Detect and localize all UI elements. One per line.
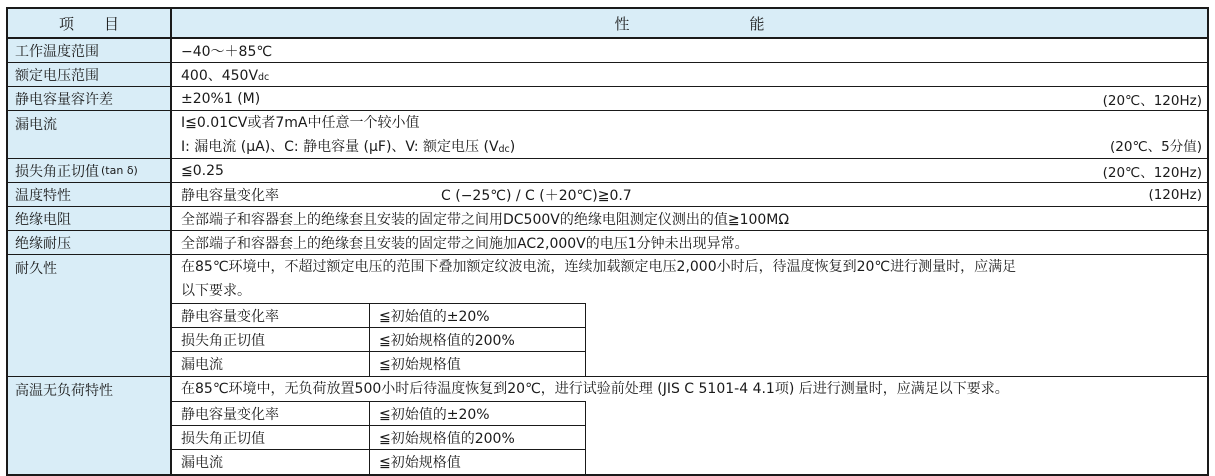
row-operating-temp bbox=[8, 39, 1207, 63]
row-value-cell bbox=[172, 159, 1207, 182]
row-value-cell bbox=[172, 255, 1207, 376]
row-value-cell bbox=[172, 377, 1207, 474]
row-label: 耐久性 bbox=[8, 255, 172, 376]
criteria-item: 损失角正切值 bbox=[172, 328, 370, 351]
row-value-cell bbox=[172, 183, 1207, 206]
row-label-suffix: (tan δ) bbox=[101, 164, 138, 177]
row-value: ≦0.25 bbox=[181, 162, 224, 179]
row-value-cell bbox=[172, 63, 1207, 86]
criteria-value: ≦初始值的±20% bbox=[370, 402, 586, 425]
measurement-condition: (20℃、120Hz) bbox=[1102, 164, 1202, 181]
criteria-item: 漏电流 bbox=[172, 450, 370, 474]
voltage-subscript: dc bbox=[258, 72, 270, 83]
row-value: −40〜＋85℃ bbox=[181, 43, 273, 60]
criteria-value: ≦初始规格值 bbox=[370, 450, 586, 474]
row-cap-tolerance bbox=[8, 87, 1207, 111]
criteria-item: 损失角正切值 bbox=[172, 426, 370, 449]
criteria-row bbox=[172, 402, 586, 426]
row-label-text: 损失角正切值 bbox=[15, 163, 99, 180]
table-header-row bbox=[8, 9, 1207, 39]
criteria-row bbox=[172, 450, 586, 474]
row-value-close: ) bbox=[509, 139, 516, 155]
row-label: 工作温度范围 bbox=[8, 39, 172, 62]
row-value: I: 漏电流 (μA)、C: 静电容量 (μF)、V: 额定电压 (V bbox=[181, 139, 499, 155]
measurement-condition: (20℃、5分值) bbox=[1110, 139, 1202, 155]
row-rated-voltage bbox=[8, 63, 1207, 87]
row-endurance bbox=[8, 255, 1207, 377]
row-label: 漏电流 bbox=[8, 111, 172, 158]
criteria-item: 静电容量变化率 bbox=[172, 402, 370, 425]
row-label: 静电容量容许差 bbox=[8, 87, 172, 110]
column-header-performance bbox=[172, 9, 1207, 37]
spec-table bbox=[6, 7, 1209, 476]
row-value: 400、450V bbox=[181, 67, 259, 84]
row-insulation-resistance bbox=[8, 207, 1207, 231]
temp-change-rate-label: 静电容量变化率 bbox=[181, 187, 279, 204]
row-tan-delta bbox=[8, 159, 1207, 183]
row-leakage-current bbox=[8, 111, 1207, 159]
endurance-criteria-table bbox=[172, 303, 586, 376]
row-withstand-voltage bbox=[8, 231, 1207, 255]
row-label: 额定电压范围 bbox=[8, 63, 172, 86]
criteria-row bbox=[172, 426, 586, 450]
row-value-cell bbox=[172, 231, 1207, 254]
criteria-item: 静电容量变化率 bbox=[172, 304, 370, 327]
voltage-subscript: dc bbox=[498, 144, 510, 155]
row-value-cell bbox=[172, 207, 1207, 230]
criteria-value: ≦初始规格值的200% bbox=[370, 328, 586, 351]
row-label: 绝缘电阻 bbox=[8, 207, 172, 230]
measurement-condition: (120Hz) bbox=[1148, 186, 1202, 203]
description-text: 以下要求。 bbox=[181, 283, 251, 299]
row-high-temp-no-load bbox=[8, 377, 1207, 474]
row-label: 高温无负荷特性 bbox=[8, 377, 172, 474]
measurement-condition: (20℃、120Hz) bbox=[1102, 92, 1202, 109]
row-value: I≦0.01CV或者7mA中任意一个较小值 bbox=[181, 115, 420, 131]
high-temp-description-line bbox=[172, 377, 1207, 401]
criteria-value: ≦初始规格值 bbox=[370, 352, 586, 376]
description-text: 在85℃环境中，无负荷放置500小时后待温度恢复到20℃，进行试验前处理 (JIS C 5101-4 4.1项) 后进行测量时，应满足以下要求。 bbox=[181, 381, 1009, 397]
leakage-formula-line bbox=[172, 111, 1207, 135]
row-value-cell bbox=[172, 111, 1207, 158]
criteria-value: ≦初始值的±20% bbox=[370, 304, 586, 327]
row-value-cell bbox=[172, 87, 1207, 110]
row-label: 温度特性 bbox=[8, 183, 172, 206]
row-value: 全部端子和容器套上的绝缘套且安装的固定带之间用DC500V的绝缘电阻测定仪测出的值≧100MΩ bbox=[181, 211, 790, 228]
criteria-row bbox=[172, 328, 586, 352]
row-value: 全部端子和容器套上的绝缘套且安装的固定带之间施加AC2,000V的电压1分钟未出现异常。 bbox=[181, 235, 749, 252]
criteria-item: 漏电流 bbox=[172, 352, 370, 376]
criteria-row bbox=[172, 352, 586, 376]
row-value-cell bbox=[172, 39, 1207, 62]
high-temp-criteria-table bbox=[172, 401, 586, 474]
endurance-description-line2 bbox=[172, 279, 1207, 303]
leakage-legend-line bbox=[172, 135, 1207, 159]
column-header-performance-label: 性 能 bbox=[614, 14, 765, 33]
endurance-description-line1 bbox=[172, 255, 1207, 279]
criteria-value: ≦初始规格值的200% bbox=[370, 426, 586, 449]
row-temp-characteristics bbox=[8, 183, 1207, 207]
row-value: C (−25℃) / C (＋20℃)≧0.7 bbox=[441, 187, 632, 204]
row-label bbox=[8, 159, 172, 182]
row-value: ±20%1 (M) bbox=[181, 90, 261, 107]
column-header-item bbox=[8, 9, 172, 37]
column-header-item-label: 项 目 bbox=[58, 14, 119, 33]
description-text: 在85℃环境中，不超过额定电压的范围下叠加额定纹波电流，连续加载额定电压2,000小时后，待温度恢复到20℃进行测量时，应满足 bbox=[181, 259, 1017, 275]
row-label: 绝缘耐压 bbox=[8, 231, 172, 254]
criteria-row bbox=[172, 304, 586, 328]
